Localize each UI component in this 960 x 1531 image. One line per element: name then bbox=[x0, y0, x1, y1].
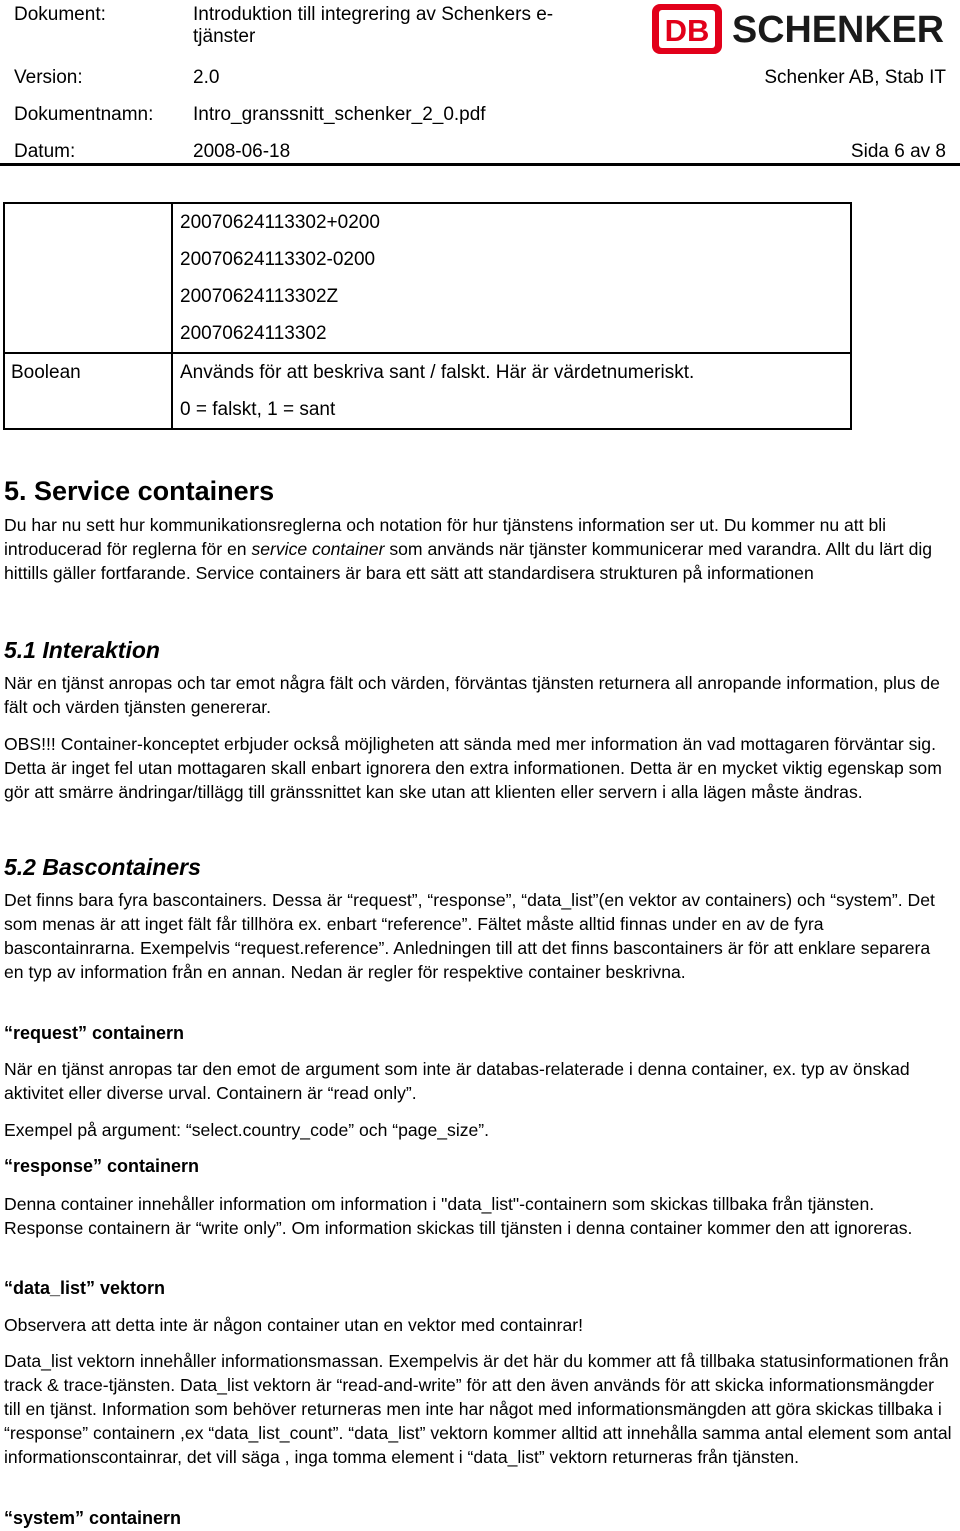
version-label: Version: bbox=[14, 67, 83, 88]
paragraph: Data_list vektorn innehåller informationsmassan. Exempelvis är det här du kommer att få tillbaka statusinformationen från track & trace-tjänsten. Data_list vektorn är “read-and-write” för att den även används för att skicka informationsmängder till en tjänst. Information som behöver returneras men inte har något med informationsmängden att göra skickas tillbaka i “response” containern ,ex “data_list_count”. “data_list” vektorn kommer alltid att innehålla samma antal element som antal informationscontainrar, det vill säga , inga tomma element i “data_list” vektorn returneras från tjänsten. bbox=[4, 1351, 952, 1467]
paragraph: När en tjänst anropas tar den emot de argument som inte är databas-relaterade i denna container, ex. typ av önskad aktivitet eller diverse urval. Containern är “read only”. bbox=[4, 1059, 910, 1103]
container-heading: “request” containern bbox=[4, 1023, 185, 1043]
format-example: 20070624113302Z bbox=[180, 286, 339, 307]
paragraph: Exempel på argument: “select.country_code” och “page_size”. bbox=[4, 1120, 490, 1140]
table-row bbox=[4, 353, 851, 429]
date-label: Datum: bbox=[14, 141, 76, 162]
format-example: 20070624113302 bbox=[180, 323, 327, 344]
docname-label: Dokumentnamn: bbox=[14, 104, 154, 125]
document-title: Introduktion till integrering av Schenkers e-tjänster bbox=[193, 4, 554, 47]
subsection-heading: 5.1 Interaktion bbox=[4, 637, 160, 663]
container-heading: “response” containern bbox=[4, 1156, 200, 1176]
format-example: 20070624113302-0200 bbox=[180, 249, 376, 270]
logo-schenker-text: SCHENKER bbox=[732, 9, 944, 51]
container-heading: “data_list” vektorn bbox=[4, 1278, 166, 1298]
paragraph: Du har nu sett hur kommunikationsreglerna och notation för hur tjänstens information ser ut. Du kommer nu att bli introducerad för reglerna för en service container som används när tjänster kommunicerar med varandra. Allt du lärt dig hittills gäller fortfarande. Service containers är bara ett sätt att standardisera strukturen på informationen bbox=[4, 515, 933, 583]
subsection-heading: 5.2 Bascontainers bbox=[4, 854, 201, 880]
emphasis: service container bbox=[251, 539, 385, 559]
description-line: 0 = falskt, 1 = sant bbox=[180, 399, 336, 420]
paragraph: Denna container innehåller information om information i "data_list"-containern som skickas tillbaka från tjänsten. Response containern är “write only”. Om information skickas till tjänsten i denna container kommer den att ignoreras. bbox=[4, 1194, 913, 1238]
paragraph: Observera att detta inte är någon container utan en vektor med containrar! bbox=[4, 1315, 583, 1335]
page-number: Sida 6 av 8 bbox=[850, 141, 946, 162]
db-schenker-logo bbox=[650, 2, 950, 56]
paragraph: När en tjänst anropas och tar emot några fält och värden, förväntas tjänsten returnera all anropande information, plus de fält och värden tjänsten genererar. bbox=[4, 673, 940, 717]
document-label: Dokument: bbox=[14, 4, 106, 25]
container-heading: “system” containern bbox=[4, 1508, 182, 1528]
logo-db-text: DB bbox=[664, 13, 710, 48]
table-row bbox=[4, 203, 851, 353]
section-heading: 5. Service containers bbox=[4, 476, 275, 506]
paragraph: OBS!!! Container-konceptet erbjuder också möjligheten att sända med mer information än vad mottagaren förväntar sig. Detta är inget fel utan mottagaren skall enbart ignorera den extra informationen. Detta är en mycket viktig egenskap som gör att smärre ändringar/tillägg till gränssnittet kan ske utan att klienten eller servern i alla lägen måste ändras. bbox=[4, 734, 942, 802]
docname-value: Intro_granssnitt_schenker_2_0.pdf bbox=[193, 104, 486, 125]
date-value: 2008-06-18 bbox=[193, 141, 291, 162]
company-name: Schenker AB, Stab IT bbox=[764, 67, 946, 88]
header-rule bbox=[0, 163, 960, 166]
type-description bbox=[172, 353, 851, 429]
paragraph: Det finns bara fyra bascontainers. Dessa är “request”, “response”, “data_list”(en vektor av containers) och “system”. Det som menas är att inget fält får tillhöra ex. enbart “reference”. Fältet måste alltid finnas under en av de fyra bascontainrarna. Exempelvis “request.reference”. Anledningen till att det finns bascontainers är för att enklare separera en typ av information från en annan. Nedan är regler för respektive container beskrivna. bbox=[4, 890, 935, 982]
version-value: 2.0 bbox=[193, 67, 220, 88]
type-cell bbox=[4, 203, 172, 353]
type-name: Boolean bbox=[4, 353, 172, 429]
format-example: 20070624113302+0200 bbox=[180, 212, 380, 233]
description-line: Används för att beskriva sant / falskt. Här är värdetnumeriskt. bbox=[180, 362, 695, 383]
datatype-table bbox=[3, 202, 852, 430]
format-cell bbox=[172, 203, 851, 353]
